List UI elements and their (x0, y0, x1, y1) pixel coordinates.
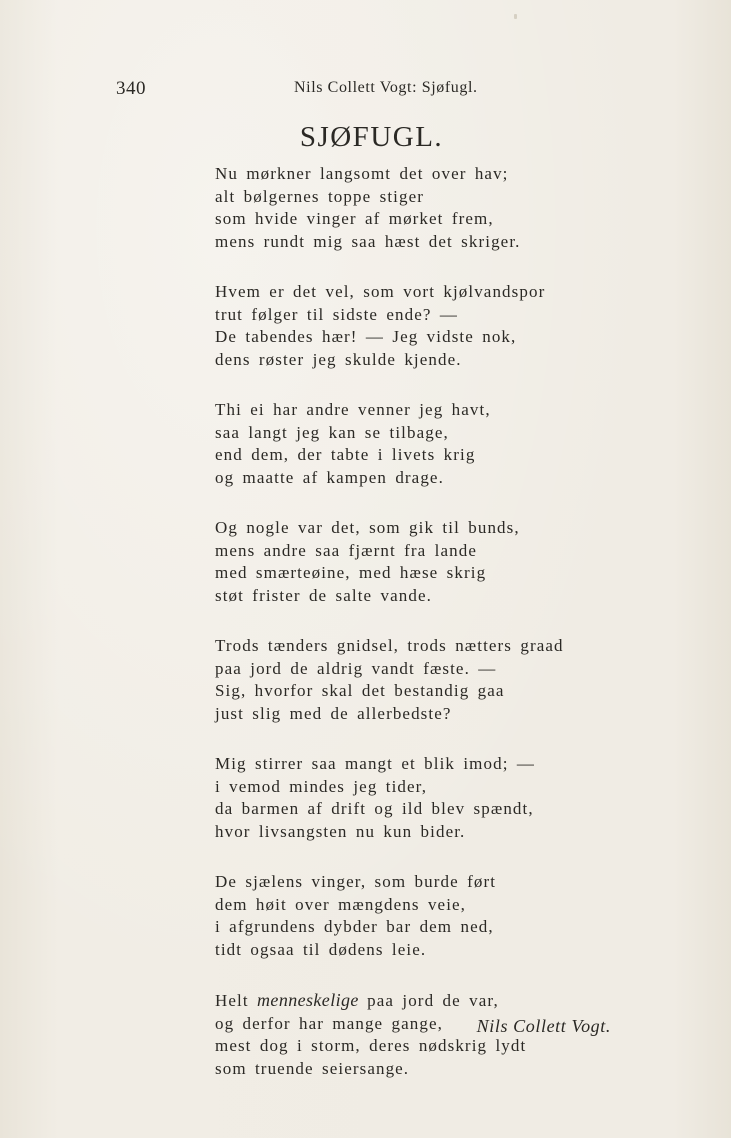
poem-line: Thi ei har andre venner jeg havt, (215, 400, 491, 419)
poem-line: saa langt jeg kan se tilbage, (215, 422, 449, 442)
poem-line: just slig med de allerbedste? (215, 703, 452, 723)
emphasized-word: menneskelige (257, 990, 359, 1010)
poem-line: i vemod mindes jeg tider, (215, 776, 428, 796)
poem-line: De sjælens vinger, som burde ført (215, 872, 497, 891)
poem-line: mens rundt mig saa hæst det skriger. (215, 231, 521, 251)
poem-body (215, 163, 695, 1108)
author-signature: Nils Collett Vogt. (476, 1016, 611, 1036)
stanza-2 (215, 281, 695, 371)
poem-line: støt frister de salte vande. (215, 585, 432, 605)
stanza-6 (215, 753, 695, 843)
poem-line: mens andre saa fjærnt fra lande (215, 540, 477, 560)
poem-line: mest dog i storm, deres nødskrig lydt (215, 1036, 527, 1055)
poem-line: Mig stirrer saa mangt et blik imod; — (215, 754, 535, 773)
stanza-3 (215, 399, 695, 489)
line-text: Helt (215, 991, 258, 1010)
poem-line: Trods tænders gnidsel, trods nætters graad (215, 636, 564, 655)
poem-line: Og nogle var det, som gik til bunds, (215, 518, 520, 537)
poem-line: end dem, der tabte i livets krig (215, 445, 476, 464)
stanza-1 (215, 163, 695, 253)
poem-line: som truende seiersange. (215, 1058, 410, 1078)
stanza-8 (215, 989, 695, 1080)
stanza-4 (215, 517, 695, 607)
stanza-7 (215, 871, 695, 961)
page-number: 340 (116, 78, 146, 99)
poem-line: og maatte af kampen drage. (215, 467, 444, 487)
stanza-5 (215, 635, 695, 725)
poem-line: Sig, hvorfor skal det bestandig gaa (215, 681, 505, 700)
running-head: Nils Collett Vogt: Sjøfugl. (294, 79, 478, 96)
paper-speck (514, 14, 517, 19)
poem-line: paa jord de aldrig vandt fæste. — (215, 658, 497, 678)
poem-line: Hvem er det vel, som vort kjølvandspor (215, 282, 546, 301)
poem-title: SJØFUGL. (299, 121, 444, 153)
poem-line: da barmen af drift og ild blev spændt, (215, 799, 534, 818)
poem-line: dem høit over mængdens veie, (215, 894, 467, 914)
poem-line: alt bølgernes toppe stiger (215, 186, 424, 206)
poem-line: i afgrundens dybder bar dem ned, (215, 917, 494, 936)
poem-line: hvor livsangsten nu kun bider. (215, 821, 466, 841)
line-text: paa jord de var, (358, 991, 499, 1010)
poem-line: og derfor har mange gange, (215, 1013, 443, 1033)
poem-line: Nu mørkner langsomt det over hav; (215, 164, 509, 183)
poem-line: dens røster jeg skulde kjende. (215, 349, 462, 369)
poem-line: trut følger til sidste ende? — (215, 304, 458, 324)
poem-line: De tabendes hær! — Jeg vidste nok, (215, 327, 517, 346)
poem-line: tidt ogsaa til dødens leie. (215, 939, 427, 959)
poem-line-with-emphasis (215, 989, 695, 1013)
poem-line: med smærteøine, med hæse skrig (215, 563, 487, 582)
poem-line: som hvide vinger af mørket frem, (215, 209, 494, 228)
